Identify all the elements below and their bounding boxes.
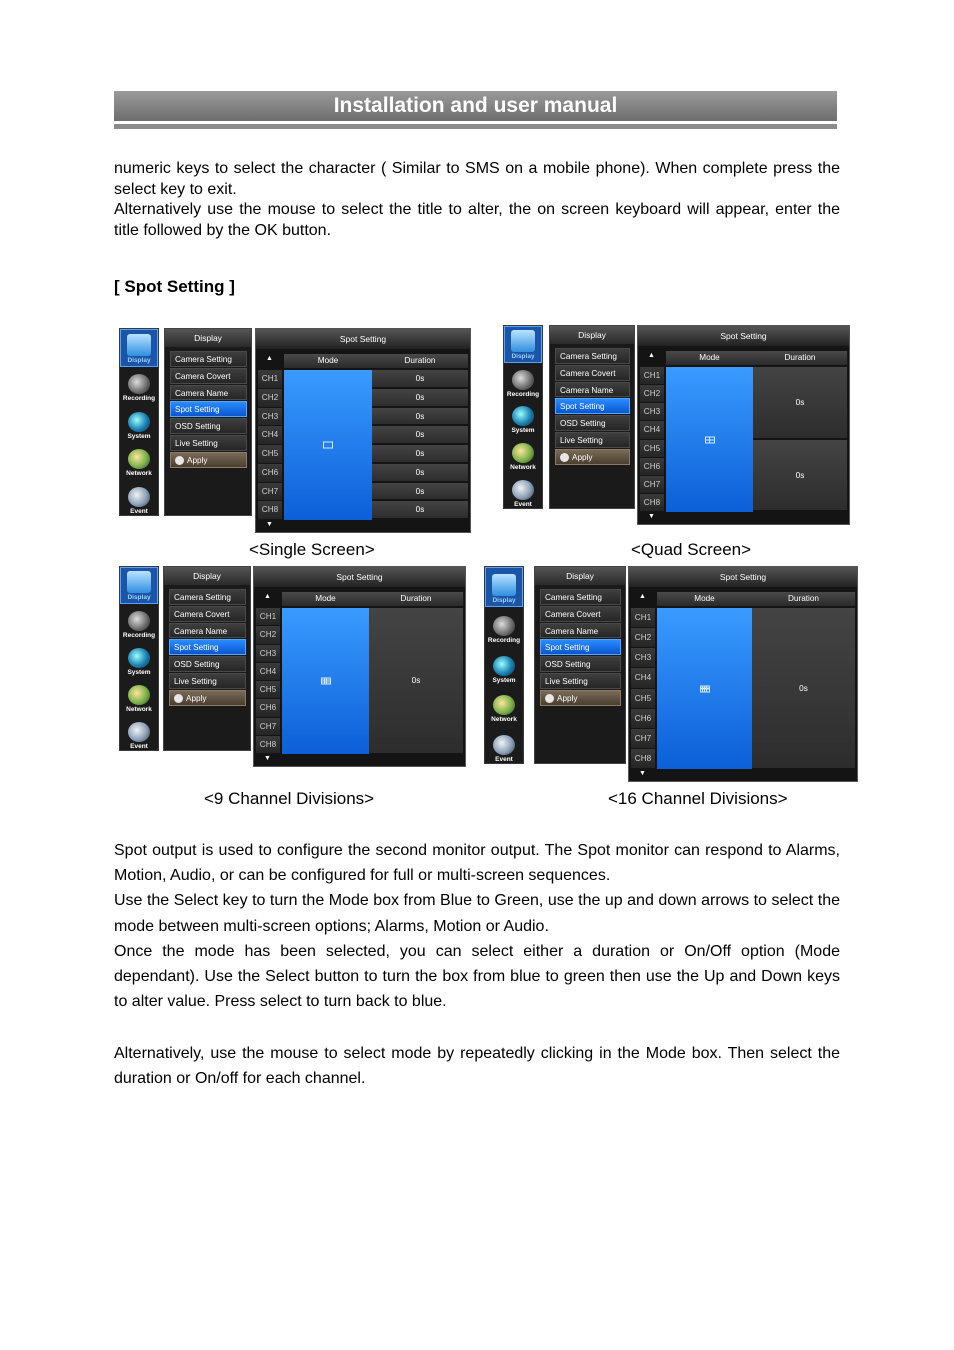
- sidebar-item-label: Event: [514, 500, 532, 508]
- menu-item[interactable]: [555, 382, 630, 398]
- menu-title: Display: [550, 326, 634, 344]
- sidebar-item-network[interactable]: [120, 442, 158, 480]
- channel-label: CH1: [640, 367, 664, 385]
- duration-cell[interactable]: 0s: [372, 483, 468, 502]
- menu-item-label: Camera Covert: [545, 609, 601, 619]
- mode-box[interactable]: [282, 608, 369, 754]
- menu-item-label: Apply: [557, 693, 578, 703]
- channel-label: CH2: [256, 626, 280, 644]
- menu-item-label: Camera Setting: [174, 593, 231, 602]
- split-quad-icon: [705, 436, 715, 443]
- sidebar-item-event[interactable]: [120, 479, 158, 517]
- spot-setting-panel: [253, 566, 466, 767]
- section-title: [ Spot Setting ]: [114, 277, 235, 296]
- event-icon: [493, 735, 515, 755]
- sidebar-item-label: System: [127, 669, 151, 676]
- network-icon: [512, 443, 534, 463]
- system-icon: [128, 648, 150, 668]
- sidebar-item-label: Display: [127, 594, 151, 601]
- sidebar-item-label: Event: [130, 743, 148, 750]
- channel-label: CH4: [256, 663, 280, 681]
- arrow-up-icon[interactable]: ▲: [648, 352, 655, 359]
- sidebar-item-event[interactable]: [485, 725, 523, 765]
- menu-item[interactable]: [169, 673, 246, 689]
- split-one-icon: [321, 678, 331, 685]
- column-header-duration: Duration: [752, 592, 856, 606]
- sidebar-item-label: Display: [511, 352, 535, 360]
- intro-paragraph: numeric keys to select the character ( Similar to SMS on a mobile phone). When complete press the select key to exit.: [114, 160, 840, 198]
- arrow-up-icon[interactable]: ▲: [639, 593, 646, 600]
- caption-nine: <9 Channel Divisions>: [204, 789, 375, 808]
- split-single-icon: [323, 442, 333, 449]
- menu-item[interactable]: [555, 398, 630, 414]
- menu-item[interactable]: [169, 589, 246, 605]
- arrow-down-icon[interactable]: ▼: [266, 521, 273, 528]
- panel-title: Spot Setting: [629, 567, 857, 587]
- channel-label: CH2: [631, 628, 655, 648]
- arrow-up-icon[interactable]: ▲: [264, 593, 271, 600]
- apply-button[interactable]: [169, 690, 246, 706]
- sidebar-item-network[interactable]: [504, 436, 542, 473]
- sidebar-item-label: Network: [126, 470, 152, 478]
- duration-cell[interactable]: 0s: [372, 370, 468, 389]
- recording-icon: [128, 374, 150, 394]
- channel-label: CH3: [631, 648, 655, 668]
- sidebar: [119, 566, 159, 751]
- check-icon: [174, 694, 183, 703]
- duration-cell[interactable]: 0s: [753, 440, 847, 513]
- sidebar-item-system[interactable]: [120, 404, 158, 442]
- spot-setting-panel: [255, 328, 471, 533]
- menu-item-label: Camera Setting: [545, 593, 602, 602]
- menu-item-label: Camera Name: [545, 626, 599, 636]
- caption-quad: <Quad Screen>: [631, 540, 752, 559]
- channel-label: CH8: [631, 749, 655, 769]
- arrow-down-icon[interactable]: ▼: [639, 770, 646, 777]
- sidebar-item-system[interactable]: [485, 646, 523, 686]
- display-menu: [549, 325, 635, 509]
- channel-label: CH1: [256, 608, 280, 626]
- sidebar-item-label: Recording: [487, 637, 521, 645]
- system-icon: [128, 412, 150, 432]
- channel-label: CH1: [258, 370, 282, 389]
- menu-item-label: Camera Setting: [175, 355, 232, 364]
- body-text-2: [114, 1041, 840, 1091]
- menu-item-label: Camera Covert: [175, 371, 231, 381]
- channel-label: CH6: [256, 699, 280, 717]
- menu-item[interactable]: [540, 656, 621, 672]
- sidebar-item-recording[interactable]: [120, 604, 158, 641]
- menu-item-label: Apply: [186, 693, 207, 703]
- channel-label: CH7: [256, 718, 280, 736]
- display-icon: [127, 334, 151, 356]
- column-header-mode: Mode: [657, 592, 753, 606]
- column-header-mode: Mode: [284, 354, 373, 368]
- channel-label: CH8: [256, 736, 280, 754]
- sidebar-item-label: Recording: [122, 395, 156, 403]
- display-menu: [164, 328, 252, 516]
- arrow-down-icon[interactable]: ▼: [264, 755, 271, 762]
- duration-cell[interactable]: 0s: [372, 426, 468, 445]
- mode-box[interactable]: [666, 367, 753, 512]
- channel-label: CH1: [631, 608, 655, 628]
- event-icon: [128, 487, 150, 507]
- sidebar-item-system[interactable]: [504, 400, 542, 437]
- duration-cell[interactable]: 0s: [372, 501, 468, 520]
- menu-item[interactable]: [169, 656, 246, 672]
- menu-item-label: Live Setting: [545, 676, 588, 686]
- menu-item-label: Camera Name: [560, 385, 614, 395]
- menu-item[interactable]: [169, 606, 246, 622]
- duration-cell[interactable]: 0s: [372, 464, 468, 483]
- sidebar-item-recording[interactable]: [485, 607, 523, 647]
- sidebar-item-label: System: [492, 676, 516, 684]
- menu-item-label: Live Setting: [174, 676, 217, 686]
- menu-title: Display: [165, 329, 251, 347]
- page-header: Installation and user manual: [114, 91, 837, 121]
- channel-label: CH7: [631, 729, 655, 749]
- menu-item[interactable]: [170, 351, 247, 367]
- recording-icon: [493, 616, 515, 636]
- sidebar-item-system[interactable]: [120, 641, 158, 678]
- menu-item[interactable]: [170, 418, 247, 434]
- channel-label: CH5: [256, 681, 280, 699]
- menu-item-label: OSD Setting: [175, 422, 221, 432]
- apply-button[interactable]: [540, 690, 621, 706]
- sidebar: [503, 325, 543, 509]
- menu-item-label: Camera Covert: [174, 609, 230, 619]
- arrow-down-icon[interactable]: ▼: [648, 513, 655, 520]
- apply-button[interactable]: [555, 449, 630, 465]
- body-paragraph: Spot output is used to configure the second monitor output. The Spot monitor can respond to Alarms, Motion, Audio, or can be configured for full or multi-screen sequences.: [114, 842, 840, 885]
- channel-label: CH4: [631, 668, 655, 688]
- recording-icon: [512, 370, 534, 390]
- spot-setting-panel: [628, 566, 858, 782]
- channel-label: CH6: [640, 458, 664, 476]
- duration-cell[interactable]: 0s: [752, 608, 855, 769]
- menu-item-label: Apply: [572, 452, 593, 462]
- menu-item[interactable]: [555, 348, 630, 364]
- recording-icon: [128, 611, 150, 631]
- menu-item-label: Spot Setting: [174, 643, 219, 653]
- menu-item-label: Live Setting: [175, 438, 218, 448]
- channel-label: CH7: [640, 476, 664, 494]
- menu-item[interactable]: [555, 432, 630, 448]
- menu-item[interactable]: [540, 639, 621, 655]
- sidebar-item-label: Display: [127, 356, 151, 364]
- display-icon: [492, 574, 516, 596]
- sidebar-item-event[interactable]: [504, 473, 542, 510]
- duration-cell[interactable]: 0s: [372, 445, 468, 464]
- menu-item[interactable]: [540, 606, 621, 622]
- sidebar: [119, 328, 159, 516]
- system-icon: [493, 656, 515, 676]
- sidebar-item-recording[interactable]: [120, 367, 158, 405]
- channel-label: CH4: [640, 421, 664, 439]
- network-icon: [128, 685, 150, 705]
- channel-label: CH6: [631, 709, 655, 729]
- body-text: [114, 838, 840, 1014]
- body-paragraph: Alternatively, use the mouse to select mode by repeatedly clicking in the Mode box. Then select the duration or On/off for each channel.: [114, 1045, 840, 1088]
- sidebar-item-label: Event: [130, 507, 148, 515]
- sidebar-item-display[interactable]: [504, 326, 542, 363]
- channel-label: CH6: [258, 464, 282, 483]
- sidebar-item-label: Network: [510, 464, 536, 472]
- arrow-up-icon[interactable]: ▲: [266, 355, 273, 362]
- menu-item[interactable]: [170, 368, 247, 384]
- menu-item[interactable]: [170, 401, 247, 417]
- sidebar-item-label: Event: [495, 755, 513, 763]
- menu-item[interactable]: [540, 623, 621, 639]
- menu-item[interactable]: [169, 623, 246, 639]
- column-header-duration: Duration: [369, 592, 464, 606]
- panel-title: Spot Setting: [638, 326, 849, 346]
- menu-title: Display: [535, 567, 625, 585]
- menu-item[interactable]: [555, 365, 630, 381]
- network-icon: [493, 695, 515, 715]
- sidebar-item-network[interactable]: [485, 686, 523, 726]
- duration-cell[interactable]: 0s: [372, 408, 468, 427]
- display-menu: [534, 566, 626, 764]
- menu-item-label: Spot Setting: [560, 402, 605, 412]
- mode-box[interactable]: [284, 370, 372, 520]
- channel-label: CH7: [258, 483, 282, 502]
- sidebar-item-label: Network: [126, 706, 152, 713]
- split-one-icon: [700, 685, 710, 692]
- check-icon: [175, 456, 184, 465]
- duration-cell[interactable]: 0s: [369, 608, 463, 754]
- channel-label: CH2: [258, 389, 282, 408]
- event-icon: [128, 722, 150, 742]
- duration-cell[interactable]: 0s: [372, 389, 468, 408]
- menu-item-label: Camera Name: [175, 388, 229, 398]
- apply-button[interactable]: [170, 452, 247, 468]
- menu-item[interactable]: [540, 673, 621, 689]
- channel-label: CH8: [258, 501, 282, 520]
- menu-item-label: OSD Setting: [174, 660, 220, 670]
- sidebar-item-label: Recording: [506, 390, 540, 398]
- menu-item-label: Camera Setting: [560, 352, 617, 361]
- sidebar-item-display[interactable]: [120, 329, 158, 367]
- menu-item[interactable]: [170, 385, 247, 401]
- sidebar-item-network[interactable]: [120, 678, 158, 715]
- sidebar-item-label: Recording: [122, 632, 156, 639]
- panel-title: Spot Setting: [254, 567, 465, 587]
- menu-item[interactable]: [169, 639, 246, 655]
- check-icon: [545, 694, 554, 703]
- display-menu: [163, 566, 251, 751]
- channel-label: CH5: [640, 440, 664, 458]
- header-rule: [114, 124, 837, 129]
- sidebar-item-label: System: [127, 432, 151, 440]
- event-icon: [512, 480, 534, 500]
- menu-item-label: Spot Setting: [545, 643, 590, 653]
- sidebar-item-label: System: [511, 427, 535, 435]
- sidebar-item-recording[interactable]: [504, 363, 542, 400]
- system-icon: [512, 406, 534, 426]
- check-icon: [560, 453, 569, 462]
- channel-label: CH3: [258, 408, 282, 427]
- column-header-mode: Mode: [282, 592, 370, 606]
- menu-item[interactable]: [170, 435, 247, 451]
- body-paragraph: Use the Select key to turn the Mode box from Blue to Green, use the up and down arrows to select the mode between multi-screen options; Alarms, Motion or Audio.: [114, 892, 840, 935]
- channel-label: CH5: [258, 445, 282, 464]
- menu-item-label: Camera Name: [174, 626, 228, 636]
- channel-label: CH5: [631, 689, 655, 709]
- spot-setting-panel: [637, 325, 850, 525]
- sidebar-item-display[interactable]: [120, 567, 158, 604]
- display-icon: [511, 330, 535, 352]
- menu-item-label: OSD Setting: [560, 419, 606, 429]
- menu-item-label: Camera Covert: [560, 368, 616, 378]
- menu-item[interactable]: [555, 415, 630, 431]
- channel-label: CH2: [640, 385, 664, 403]
- column-header-duration: Duration: [372, 354, 469, 368]
- menu-item-label: Apply: [187, 455, 208, 465]
- column-header-mode: Mode: [666, 351, 754, 365]
- body-paragraph: Once the mode has been selected, you can select either a duration or On/Off option (Mode dependant). Use the Select button to turn the box from blue to green then use the Up and Down keys to alter value. Press select to turn back to blue.: [114, 942, 840, 1011]
- sidebar-item-label: Display: [492, 596, 516, 604]
- intro-paragraph: Alternatively use the mouse to select the title to alter, the on screen keyboard will appear, enter the title followed by the OK button.: [114, 201, 840, 239]
- sidebar-item-label: Network: [491, 716, 517, 724]
- network-icon: [128, 449, 150, 469]
- channel-label: CH4: [258, 426, 282, 445]
- sidebar-item-display[interactable]: [485, 567, 523, 607]
- column-header-duration: Duration: [753, 351, 848, 365]
- menu-title: Display: [164, 567, 250, 585]
- menu-item[interactable]: [540, 589, 621, 605]
- panel-title: Spot Setting: [256, 329, 470, 349]
- caption-sixteen: <16 Channel Divisions>: [608, 789, 788, 808]
- channel-label: CH3: [640, 403, 664, 421]
- caption-single: <Single Screen>: [249, 540, 375, 559]
- display-icon: [127, 571, 151, 593]
- menu-item-label: Spot Setting: [175, 405, 220, 415]
- channel-label: CH3: [256, 645, 280, 663]
- mode-box[interactable]: [657, 608, 752, 769]
- sidebar-item-event[interactable]: [120, 715, 158, 752]
- menu-item-label: Live Setting: [560, 435, 603, 445]
- intro-text: [114, 159, 840, 241]
- duration-cell[interactable]: 0s: [753, 367, 847, 440]
- menu-item-label: OSD Setting: [545, 660, 591, 670]
- sidebar: [484, 566, 524, 764]
- channel-label: CH8: [640, 494, 664, 512]
